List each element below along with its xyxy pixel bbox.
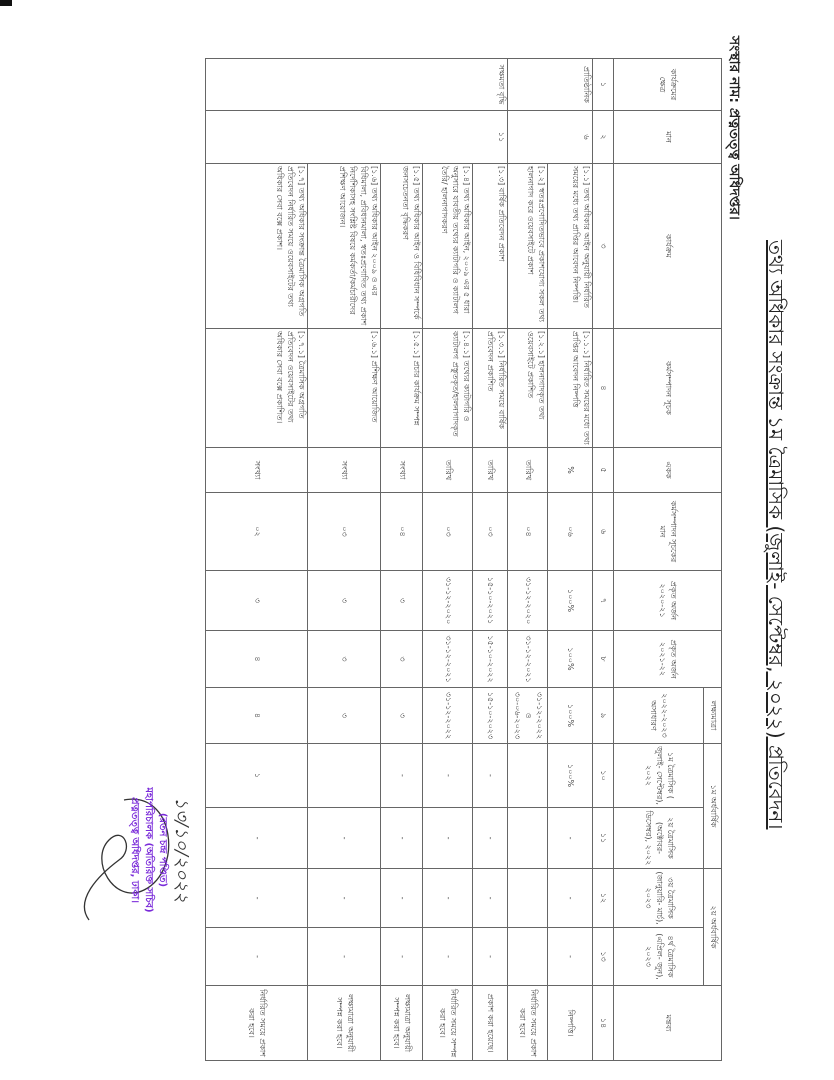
cell-actual-2021-22: ১৫-১০-২০২২	[473, 631, 508, 688]
cell-indicator-value: ০৬	[548, 493, 593, 571]
cell-q3: -	[473, 869, 508, 928]
column-number: ১১	[593, 808, 614, 869]
cell-actual-2021-22: ৩	[381, 631, 423, 688]
cell-q2: -	[548, 808, 593, 869]
cell-indicator: [১.৪.১] তথ্যের ক্যাটাগরি ও ক্যাটালগ প্রস্তুতকৃত/হালনাগাদকৃত	[423, 329, 473, 448]
signatory-name: (রতন চন্দ্র পণ্ডিত)	[156, 812, 168, 888]
cell-activity: [১.১] তথ্য অধিকার আইন অনুযায়ী নির্ধারিত সময়ের মধ্যে তথ্য প্রাপ্তির আবেদন নিষ্পত্তি।	[548, 164, 593, 329]
cell-actual-2020-21: ১৫-১০-২০২১	[473, 571, 508, 631]
cell-q3: -	[423, 869, 473, 928]
cell-indicator-value: ০৩	[308, 493, 381, 571]
cell-q2: -	[381, 808, 423, 869]
group-mark: ৬	[508, 111, 593, 164]
header-indicator-value: কর্মসম্পাদন সূচকের মান	[614, 493, 722, 571]
cell-target: ৩১-১২-২০২২	[423, 688, 473, 744]
cell-q1	[308, 744, 381, 808]
cell-remarks: নির্ধারিত সময়ে সম্পন্ন করা হবে।	[423, 986, 473, 1061]
column-number: ১৪	[593, 986, 614, 1061]
header-unit: একক	[614, 448, 722, 493]
cell-q2: -	[206, 808, 308, 869]
cell-q2: -	[423, 808, 473, 869]
cell-q4: -	[473, 928, 508, 986]
cell-unit: সংখ্যা	[206, 448, 308, 493]
column-number: ৩	[593, 164, 614, 329]
table-row	[381, 59, 423, 1061]
column-number: ১৩	[593, 928, 614, 986]
cell-remarks: নিষ্পত্তি।	[548, 986, 593, 1061]
cell-indicator-value: ০৩	[423, 493, 473, 571]
cell-q1: -	[381, 744, 423, 808]
cell-q2: -	[308, 808, 381, 869]
cell-q4: -	[308, 928, 381, 986]
cell-target: ১৫-১০-২০২৩	[473, 688, 508, 744]
column-number: ৮	[593, 631, 614, 688]
cell-q4: -	[381, 928, 423, 986]
cell-unit: সংখ্যা	[308, 448, 381, 493]
cell-actual-2021-22: ৩১-১২-২০২১	[423, 631, 473, 688]
column-number: ১২	[593, 869, 614, 928]
table-row	[206, 59, 308, 1061]
cell-q3: -	[308, 869, 381, 928]
cell-unit: %	[548, 448, 593, 493]
header-target-group: লক্ষ্যমাত্রা	[704, 688, 722, 744]
cell-actual-2020-21: ১০০%	[548, 571, 593, 631]
table-row	[508, 59, 548, 1061]
header-target: ২০২২-২০২৩ অসাধারণ	[614, 688, 704, 744]
column-number: ৭	[593, 571, 614, 631]
cell-unit: তারিখ	[423, 448, 473, 493]
header-actual-2020-21: প্রকৃত অর্জন ২০২০-২১	[614, 571, 722, 631]
cell-activity: [১.৪] তথ্য অধিকার আইন, ২০০৯ এর ৫ ধারা অনুসারে যাবতীয় তথ্যের ক্যাটাগরি ও ক্যাটালগ তৈরি/ হালনাগাদকরণ	[423, 164, 473, 329]
cell-activity: [১.৩] বার্ষিক প্রতিবেদন প্রকাশ	[473, 164, 508, 329]
cell-unit: তারিখ	[508, 448, 548, 493]
header-q4: ৪র্থ ত্রৈমাসিক (এপ্রিল- জুন), ২০২৩	[614, 928, 704, 986]
column-number: ৫	[593, 448, 614, 493]
column-number: ১০	[593, 744, 614, 808]
cell-remarks: নির্ধারিত সময়ে প্রকাশ করা হবে।	[206, 986, 308, 1061]
cell-indicator: [১.৭.১] ত্রৈমাসিক অগ্রগতি প্রতিবেদন ওয়েবসাইটের তথ্য অধিকার সেবা বক্সে প্রকাশিত।	[206, 329, 308, 448]
cell-q4: -	[423, 928, 473, 986]
cell-actual-2021-22: ৩১-১২-২০২১	[508, 631, 548, 688]
cell-actual-2021-22: ১০০%	[548, 631, 593, 688]
header-remarks: মন্তব্য	[614, 986, 722, 1061]
column-number: ২	[593, 111, 614, 164]
column-number: ৯	[593, 688, 614, 744]
cell-q4: -	[206, 928, 308, 986]
cell-indicator: [১.৬.১] প্রশিক্ষণ আয়োজিত	[308, 329, 381, 448]
cell-activity: [১.৬] তথ্য অধিকার আইন ২০০৯ ও এর বিধিমালা, প্রবিধানমালা, স্বতঃপ্রণোদিত তথ্য প্রকাশ নির্দেশিকাসহ সংশ্লিষ্ট বিষয়ে কর্মকর্তা/কর্মচারীদের প্রশিক্ষণ আয়োজন।	[308, 164, 381, 329]
cell-actual-2021-22: ৪	[206, 631, 308, 688]
cell-target: ৩	[381, 688, 423, 744]
cell-remarks: নির্ধারিত সময়ে প্রকাশ করা হবে।	[508, 986, 548, 1061]
signatory-designation: মহাপরিচালক (অতিরিক্ত সচিব)	[142, 787, 154, 913]
cell-actual-2020-21: ৩১-১২-২০২০	[508, 571, 548, 631]
cell-activity: [১.৭] তথ্য অধিকার সংক্রান্ত ত্রৈমাসিক অগ্রগতি প্রতিবেদন নির্ধারিত সময়ে ওয়েবসাইটের তথ্য অধিকার সেবা বক্সে প্রকাশ।	[206, 164, 308, 329]
column-number: ১	[593, 59, 614, 111]
column-number-row	[593, 59, 614, 1061]
signature-date: ১৩/১০/২০২২	[171, 797, 192, 903]
cell-remarks: প্রকাশ করা হয়েছে।	[473, 986, 508, 1061]
cell-indicator-value: ০৪	[508, 493, 548, 571]
cell-q2	[508, 808, 548, 869]
cell-target: ৪	[206, 688, 308, 744]
cell-unit: তারিখ	[473, 448, 508, 493]
cell-q1: ১০০%	[548, 744, 593, 808]
report-table	[205, 58, 722, 1061]
header-area: কার্যক্রমের ক্ষেত্র	[614, 59, 722, 111]
group-mark: ১১	[206, 111, 508, 164]
header-q3: ৩য় ত্রৈমাসিক (জানুয়ারি- মার্চ), ২০২৩	[614, 869, 704, 928]
table-row	[548, 59, 593, 1061]
cell-q2: -	[473, 808, 508, 869]
cell-q3: -	[206, 869, 308, 928]
header-mark: মান	[614, 111, 722, 164]
cell-unit: সংখ্যা	[381, 448, 423, 493]
header-half-1: ১ম অর্ধবার্ষিক	[704, 744, 722, 869]
report-title: তথ্য অধিকার সংক্রান্ত ১ম ত্রৈমাসিক (জুলাই- সেপ্টেম্বর, ২০২২) প্রতিবেদন।	[764, 240, 788, 830]
cell-indicator-value: ০৩	[473, 493, 508, 571]
cell-activity: [১.২] স্বতঃপ্রণোদিতভাবে প্রকাশযোগ্য সকল তথ্য হালনাগাদ করে ওয়েবসাইটে প্রকাশ	[508, 164, 548, 329]
header-indicator: কর্মসম্পাদন সূচক	[614, 329, 722, 448]
cell-activity: [১.৫] তথ্য অধিকার আইন ও বিধিবিধান সম্পর্কে জনসচেতনতা বৃদ্ধিকরণ	[381, 164, 423, 329]
column-number: ৪	[593, 329, 614, 448]
cell-actual-2020-21: ৩১-১২-২০২০	[423, 571, 473, 631]
cell-indicator-value: ০৪	[381, 493, 423, 571]
table-row	[473, 59, 508, 1061]
cell-remarks: লক্ষ্যমাত্রা অনুযায়ী সম্পন্ন করা হবে।	[308, 986, 381, 1061]
cell-indicator: [১.২.১] হালনাগাদকৃত তথ্য ওয়েবসাইটে প্রকাশিত	[508, 329, 548, 448]
cell-q3	[508, 869, 548, 928]
column-number: ৬	[593, 493, 614, 571]
cell-actual-2020-21: ৩	[206, 571, 308, 631]
cell-indicator: [১.৩.১] নির্ধারিত সময়ে বার্ষিক প্রতিবেদন প্রকাশিত	[473, 329, 508, 448]
cell-target: ১০০%	[548, 688, 593, 744]
cell-q1: -	[473, 744, 508, 808]
header-q1: ১ম ত্রৈমাসিক ( জুলাই- সেপ্টেম্বর), ২০২২	[614, 744, 704, 808]
cell-q1: ১	[206, 744, 308, 808]
cell-indicator: [১.১.১] নির্ধারিত সময়ের মধ্যে তথ্য প্রাপ্তির আবেদন নিষ্পত্তি	[548, 329, 593, 448]
cell-actual-2020-21: ৩	[308, 571, 381, 631]
header-actual-2021-22: প্রকৃত অর্জন ২০২১-২২	[614, 631, 722, 688]
table-row	[308, 59, 381, 1061]
cell-q3: -	[548, 869, 593, 928]
table-row	[423, 59, 473, 1061]
cell-q1: -	[423, 744, 473, 808]
group-area: প্রাতিষ্ঠানিক	[508, 59, 593, 111]
signatory-office: প্রত্নতত্ত্ব অধিদপ্তর, ঢাকা।	[128, 797, 140, 903]
official-stamp	[127, 700, 194, 1000]
cell-target: ৩১-১২-২০২২ ও ৩০-০৬-২০২৩	[508, 688, 548, 744]
cell-actual-2020-21: ৩	[381, 571, 423, 631]
cell-target: ৩	[308, 688, 381, 744]
organization-name: সংস্থার নাম: প্রত্নতত্ত্ব অধিদপ্তর।	[726, 36, 742, 220]
header-activity: কার্যক্রম	[614, 164, 722, 329]
cell-indicator-value: ০২	[206, 493, 308, 571]
header-half-2: ২য় অর্ধবার্ষিক	[704, 869, 722, 986]
cell-actual-2021-22: ৩	[308, 631, 381, 688]
group-area: সক্ষমতা বৃদ্ধি	[206, 59, 508, 111]
cell-q1	[508, 744, 548, 808]
cell-q4	[508, 928, 548, 986]
table-body	[206, 59, 593, 1061]
cell-q4: -	[548, 928, 593, 986]
cell-q3: -	[381, 869, 423, 928]
cell-indicator: [১.৫.১] প্রচার কার্যক্রম সম্পন্ন	[381, 329, 423, 448]
cell-remarks: লক্ষ্যমাত্রা অনুযায়ী সম্পন্ন করা হবে।	[381, 986, 423, 1061]
header-q2: ২য় ত্রৈমাসিক (অক্টোবর- ডিসেম্বর), ২০২২	[614, 808, 704, 869]
